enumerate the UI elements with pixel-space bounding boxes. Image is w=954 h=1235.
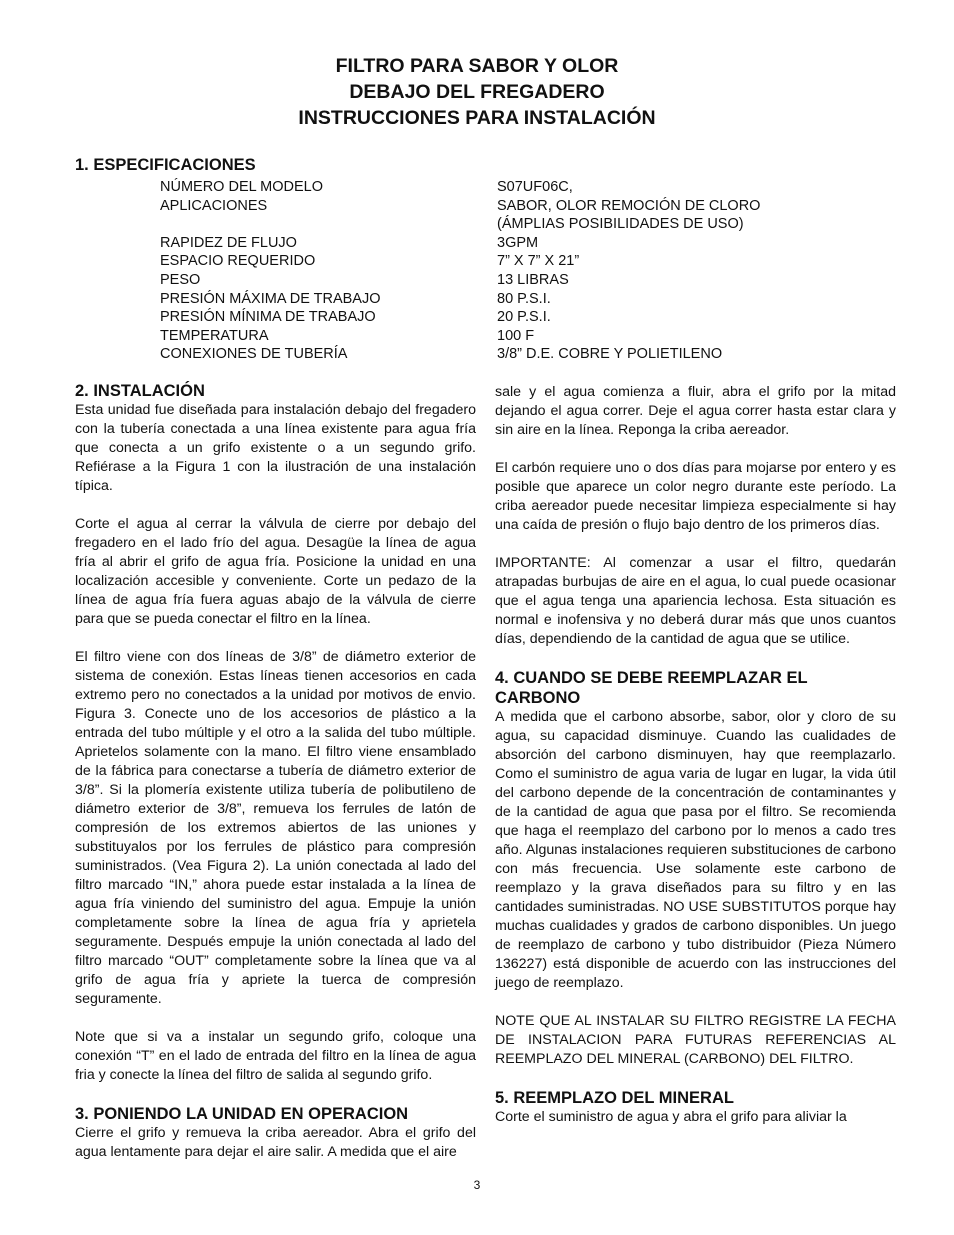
installation-paragraph: El filtro viene con dos líneas de 3/8” de diámetro exterior de sistema de conexión. Estas líneas tienen accesorios en cada extremo pero no conectados a la unidad por motivos de envio. Figura 3. Conecte uno de los accesorios de plástico a la entrada del tubo múltiple y el otro a la salida del tubo múltiple. Aprietelos solamente con la mano. El filtro viene ensamblado de la fábrica para conectarse a tubería de diámetro exterior de 3/8”. Si la plomería existente utiliza tubería de polibutileno de diámetro exterior de 3/8”, remueva los ferrules de latón de compresión de los extremos abiertos de las uniones y substituyalos por los ferrules de plástico para compresión suministrados. (Vea Figura 2). La unión conectada al lado del filtro marcado “IN,” ahora puede estar instalada a la línea de agua fría viniendo del suministro del agua. Empuje la unión completamente sobre la línea de agua fría y aprietela seguramente. Después empuje la unión conectada al lado del filtro marcado “OUT” completamente sobre la línea que va al grifo de agua fría y apriete la tuerca de compresión seguramente.	[75, 649, 476, 1007]
spec-row	[160, 308, 760, 327]
spec-label: APLICACIONES	[160, 197, 268, 214]
spec-value: 7” X 7” X 21”	[497, 253, 580, 270]
spec-row	[160, 197, 760, 234]
section-heading-replace-mineral: 5. REEMPLAZO DEL MINERAL	[495, 1089, 734, 1107]
spec-value: 100 F	[497, 327, 535, 344]
spec-label: NÚMERO DEL MODELO	[160, 179, 324, 195]
spec-label: PRESIÓN MÁXIMA DE TRABAJO	[160, 290, 381, 307]
spec-row	[160, 178, 760, 197]
operation-paragraph: Cierre el grifo y remueva la criba aereador. Abra el grifo del agua lentamente para dejar el aire salir. A medida que el aire	[75, 1125, 476, 1160]
spec-value: 13 LIBRAS	[497, 271, 569, 288]
installation-paragraph: Corte el agua al cerrar la válvula de cierre por debajo del fregadero en el lado frío del agua. Desagüe la línea de agua fría al abrir el grifo de agua fría. Posicione la unidad en una localización accesible y conveniente. Corte un pedazo de la línea de agua fría fuera aguas abajo de la válvula de cierre para que se pueda conectar el filtro en la línea.	[75, 516, 476, 627]
spec-row	[160, 290, 760, 309]
section-heading-specifications: 1. ESPECIFICACIONES	[75, 156, 256, 174]
spec-label: PRESIÓN MÍNIMA DE TRABAJO	[160, 309, 376, 326]
replace-carbon-paragraph: A medida que el carbono absorbe, sabor, olor y cloro de su agua, su capacidad disminuye. Cuando las cualidades de absorción del carbono disminuyen, hay que reemplazarlo. Como el suministro de agua varia de lugar en lugar, la vida útil del carbono depende de la concentración de contaminantes y de la cantidad de agua que pasa por el filtro. Se recomienda que haga el reemplazo del carbono por lo menos a cado tres año. Algunas instalaciones requieren substituciones de carbono con más frecuencia. Use solamente este carbono de reemplazo y la grava diseñados para su filtro y en las cantidades suministradas. NO USE SUBSTITUTOS porque hay muchas cualidades y grados de carbono disponibles. Un juego de reemplazo de carbono y tubo distribuidor (Pieza Número 136227) está disponible de acuerdo con las instrucciones del juego de reemplazo.	[495, 709, 896, 991]
spec-row	[160, 327, 760, 346]
page-number: 3	[473, 1178, 481, 1192]
spec-row	[160, 234, 760, 253]
spec-row	[160, 252, 760, 271]
title-line-3: INSTRUCCIONES PARA INSTALACIÓN	[298, 107, 656, 129]
spec-row	[160, 345, 760, 364]
section-heading-operation: 3. PONIENDO LA UNIDAD EN OPERACION	[75, 1105, 409, 1123]
replace-mineral-paragraph: Corte el suministro de agua y abra el grifo para aliviar la	[495, 1109, 847, 1125]
operation-paragraph-important: IMPORTANTE: Al comenzar a usar el filtro, quedarán atrapadas burbujas de aire en el agua, lo cual puede ocasionar que el agua tenga una apariencia lechosa. Esta situación es normal e inofensiva y no deberá durar más que unos cuantos días, dependiendo de la cantidad de agua que se utilice.	[495, 555, 896, 647]
document-title	[0, 53, 954, 131]
spec-value: 20 P.S.I.	[497, 309, 551, 326]
spec-label: CONEXIONES DE TUBERÍA	[160, 346, 348, 363]
spec-row	[160, 271, 760, 290]
title-line-1: FILTRO PARA SABOR Y OLOR	[335, 55, 619, 77]
spec-value: 3GPM	[497, 234, 539, 251]
spec-value: 3/8” D.E. COBRE Y POLIETILENO	[497, 346, 723, 363]
replace-carbon-note: NOTE QUE AL INSTALAR SU FILTRO REGISTRE LA FECHA DE INSTALACION PARA FUTURAS REFERENCIAS AL REEMPLAZO DEL MINERAL (CARBONO) DEL FILTRO.	[495, 1013, 896, 1067]
spec-value: SABOR, OLOR REMOCIÓN DE CLORO (ÁMPLIAS POSIBILIDADES DE USO)	[497, 197, 761, 233]
operation-paragraph: El carbón requiere uno o dos días para mojarse por entero y es posible que aparece un color negro durante este período. La criba aereador puede necesitar limpieza especialmente si hay una caída de presión o flujo bajo dentro de los primeros días.	[495, 460, 896, 533]
operation-paragraph-continued: sale y el agua comienza a fluir, abra el grifo por la mitad dejando el agua correr. Deje el agua correr hasta estar clara y sin aire en la línea. Reponga la criba aereador.	[495, 384, 896, 438]
spec-label: TEMPERATURA	[160, 327, 269, 344]
title-line-2: DEBAJO DEL FREGADERO	[349, 81, 605, 103]
spec-label: PESO	[160, 271, 201, 288]
spec-value: S07UF06C,	[497, 179, 573, 195]
section-heading-replace-carbon: 4. CUANDO SE DEBE REEMPLAZAR EL CARBONO	[495, 669, 808, 707]
spec-label: ESPACIO REQUERIDO	[160, 253, 316, 270]
spec-value: 80 P.S.I.	[497, 290, 551, 307]
specifications-table	[160, 178, 760, 364]
installation-paragraph: Esta unidad fue diseñada para instalación debajo del fregadero con la tubería conectada a una línea existente para agua fría que conecta a un grifo existente o a un segundo grifo. Refiérase a la Figura 1 con la ilustración de una instalación típica.	[75, 402, 476, 494]
left-column	[75, 381, 476, 1181]
section-heading-installation: 2. INSTALACIÓN	[75, 382, 205, 400]
installation-paragraph: Note que si va a instalar un segundo grifo, coloque una conexión “T” en el lado de entrada del filtro en la línea de agua fria y conecte la línea del filtro de salida al segundo grifo.	[75, 1029, 476, 1083]
spec-label: RAPIDEZ DE FLUJO	[160, 234, 297, 251]
right-column	[495, 383, 896, 1146]
